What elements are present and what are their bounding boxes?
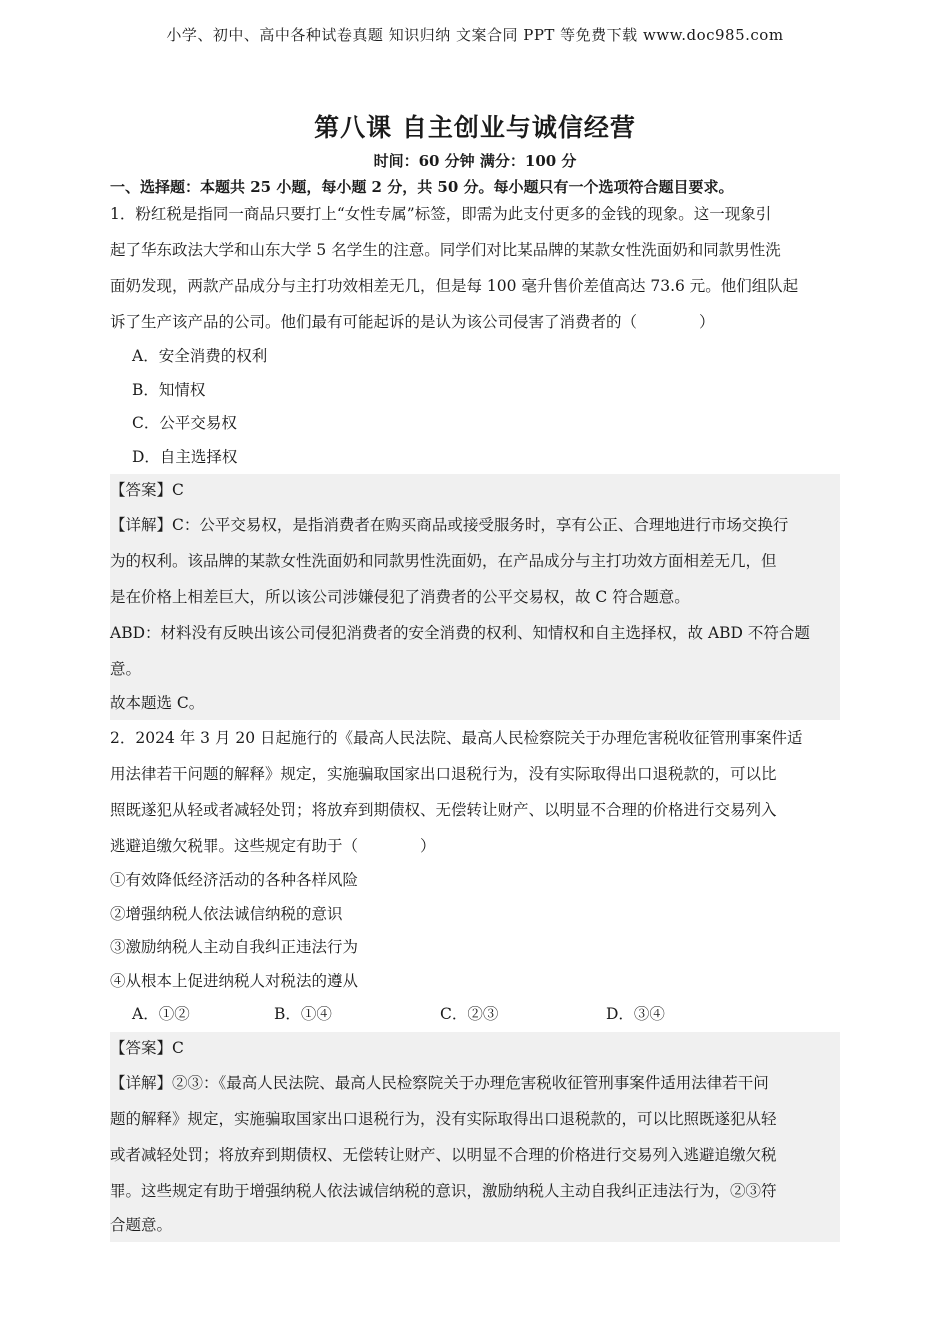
- detail-line: 意。: [110, 660, 142, 678]
- detail-line: 罪。这些规定有助于增强纳税人依法诚信纳税的意识，激励纳税人主动自我纠正违法行为，②③符: [110, 1181, 777, 1200]
- question-stem-line: 2．2024 年 3 月 20 日起施行的《最高人民法院、最高人民检察院关于办理危害税收征管刑事案件适: [110, 729, 803, 747]
- detail-line: 是在价格上相差巨大，所以该公司涉嫌侵犯了消费者的公平交易权，故 C 符合题意。: [110, 588, 690, 606]
- detail-line: 合题意。: [110, 1215, 173, 1234]
- detail-line: 题的解释》规定，实施骗取国家出口退税行为，没有实际取得出口退税款的，可以比照既遂犯从轻: [110, 1109, 777, 1128]
- section-heading: 一、选择题：本题共 25 小题，每小题 2 分，共 50 分。每小题只有一个选项符合题目要求。: [110, 178, 734, 196]
- question-1: [110, 196, 840, 720]
- statement-item: ①有效降低经济活动的各种各样风险: [110, 871, 359, 889]
- page-title: 第八课 自主创业与诚信经营: [314, 113, 636, 142]
- question-stem-line: 逃避追缴欠税罪。这些规定有助于（ ）: [110, 837, 436, 855]
- statement-item: ④从根本上促进纳税人对税法的遵从: [110, 971, 359, 990]
- detail-line: 或者减轻处罚；将放弃到期债权、无偿转让财产、以明显不合理的价格进行交易列入逃避追缴欠税: [110, 1145, 777, 1164]
- page-header: 小学、初中、高中各种试卷真题 知识归纳 文案合同 PPT 等免费下载 www.doc985.com: [166, 26, 784, 44]
- answer-block: [110, 1032, 840, 1242]
- question-stem-line: 面奶发现，两款产品成分与主打功效相差无几，但是每 100 毫升售价差值高达 73.6 元。他们组队起: [110, 277, 799, 295]
- answer-label: 【答案】C: [110, 1038, 184, 1057]
- options-row: [110, 998, 840, 1032]
- statement-item: ③激励纳税人主动自我纠正违法行为: [110, 938, 359, 956]
- answer-label: 【答案】C: [110, 481, 184, 499]
- detail-line: ABD：材料没有反映出该公司侵犯消费者的安全消费的权利、知情权和自主选择权，故 ABD 不符合题: [110, 624, 810, 642]
- detail-line: 【详解】②③：《最高人民法院、最高人民检察院关于办理危害税收征管刑事案件适用法律若干问: [110, 1073, 769, 1092]
- option-b: B．知情权: [132, 380, 206, 399]
- answer-block: [110, 474, 840, 720]
- detail-line: 故本题选 C。: [110, 694, 205, 712]
- question-stem-line: 诉了生产该产品的公司。他们最有可能起诉的是认为该公司侵害了消费者的（ ）: [110, 313, 715, 331]
- question-stem-line: 用法律若干问题的解释》规定，实施骗取国家出口退税行为，没有实际取得出口退税款的，可以比: [110, 765, 777, 783]
- question-stem-line: 起了华东政法大学和山东大学 5 名学生的注意。同学们对比某品牌的某款女性洗面奶和同款男性洗: [110, 241, 781, 259]
- option-b: B．①④: [274, 1005, 332, 1023]
- option-c: C．公平交易权: [132, 414, 237, 432]
- detail-line: 【详解】C：公平交易权，是指消费者在购买商品或接受服务时，享有公正、合理地进行市场交换行: [110, 516, 789, 534]
- detail-line: 为的权利。该品牌的某款女性洗面奶和同款男性洗面奶，在产品成分与主打功效方面相差无几，但: [110, 552, 777, 570]
- question-stem-line: 照既遂犯从轻或者减轻处罚；将放弃到期债权、无偿转让财产、以明显不合理的价格进行交易列入: [110, 801, 777, 819]
- exam-info: 时间：60 分钟 满分：100 分: [373, 152, 577, 170]
- option-a: A．①②: [132, 1005, 190, 1023]
- option-d: D．自主选择权: [132, 447, 238, 466]
- question-2: [110, 720, 840, 1242]
- option-d: D．③④: [606, 1005, 665, 1023]
- document-body: [110, 196, 840, 1242]
- option-c: C．②③: [440, 1005, 499, 1023]
- question-stem-line: 1．粉红税是指同一商品只要打上“女性专属”标签，即需为此支付更多的金钱的现象。这一现象引: [110, 205, 772, 223]
- option-a: A．安全消费的权利: [132, 347, 268, 365]
- statement-item: ②增强纳税人依法诚信纳税的意识: [110, 904, 343, 923]
